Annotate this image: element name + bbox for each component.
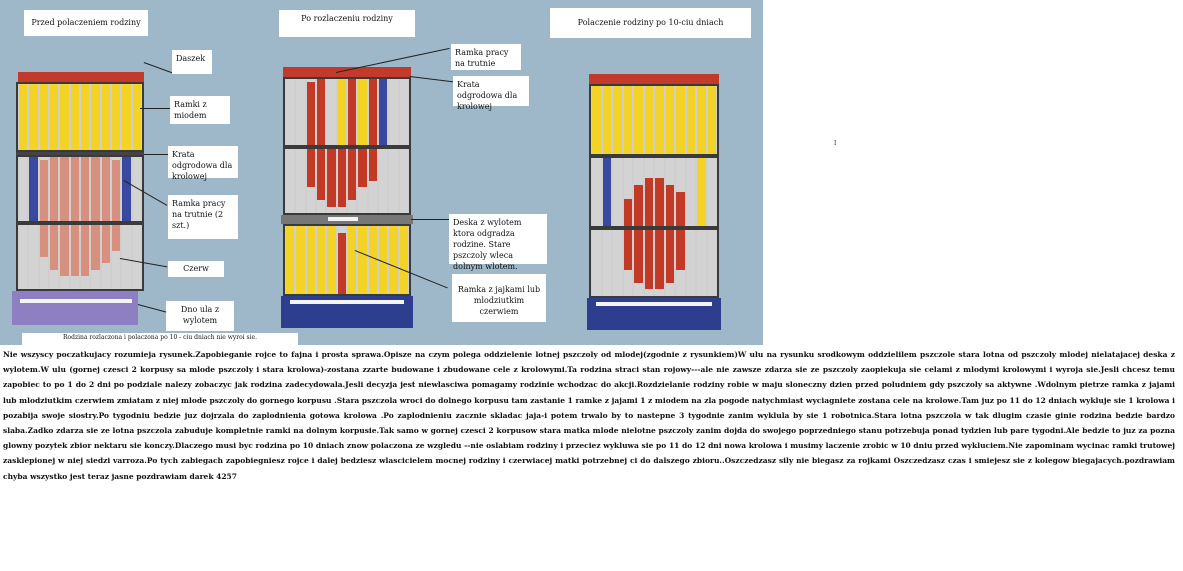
hive-frame	[389, 79, 397, 145]
hive-frame	[676, 86, 685, 154]
frame-brood-patch	[634, 230, 643, 283]
hive-frame	[645, 86, 654, 154]
leader-excluder-left	[144, 154, 170, 155]
leader-honey	[140, 108, 172, 109]
hive-right-brood-box-upper	[589, 156, 719, 228]
label-bottom: Dno ula z wylotem	[166, 301, 234, 331]
frame-brood-patch	[112, 225, 120, 251]
hive-frame	[19, 84, 27, 150]
hive-frame	[687, 158, 696, 226]
hive-before-brood-box-lower	[16, 223, 144, 291]
frame-brood-patch	[624, 199, 633, 226]
hive-frame	[613, 86, 622, 154]
label-egg-frame: Ramka z jajkami lub mlodziutkim czerwiem	[452, 274, 546, 322]
hive-frame	[655, 86, 664, 154]
hive-frame	[102, 84, 110, 150]
hive-frame	[81, 84, 89, 150]
hive-mid-entrance	[290, 300, 404, 304]
hive-frame	[592, 86, 601, 154]
frame-brood-patch	[91, 157, 99, 221]
frame-brood-patch	[71, 225, 79, 276]
frame-brood-patch	[317, 79, 325, 145]
frame-brood-patch	[112, 160, 120, 221]
hive-frame	[708, 158, 717, 226]
hive-before-entrance	[20, 299, 132, 303]
frame-brood-patch	[348, 149, 356, 200]
label-queen-excluder-left: Krata odgrodowa dla krolowej	[168, 146, 238, 178]
hive-diagram-photo	[0, 0, 763, 345]
stray-mark: I	[834, 140, 837, 147]
frame-brood-patch	[102, 225, 110, 263]
frame-brood-patch	[40, 225, 48, 257]
hive-frame	[307, 226, 315, 294]
hive-frame	[327, 79, 335, 145]
frame-brood-patch	[50, 225, 58, 270]
frame-brood-patch	[676, 192, 685, 226]
title-after-split: Po rozlaczeniu rodziny	[279, 10, 415, 37]
label-queen-excluder-mid: Krata odgrodowa dla krolowej	[453, 76, 529, 106]
hive-frame	[687, 86, 696, 154]
hive-frame	[338, 79, 346, 145]
frame-brood-patch	[71, 157, 79, 221]
frame-brood-patch	[338, 149, 346, 207]
frame-brood-patch	[348, 79, 356, 145]
frame-brood-patch	[317, 149, 325, 200]
article-text: Nie wszyscy poczatkujacy rozumieja rysunek.Zapobieganie rojce to fajna i prosta sprawa.Opisze na czym polega oddzielenie lotnej pszczoly od mlodej(zgodnie z rysunkiem)W ulu na rysunku srodkowym oddzielilem pszczole stara lotna od pszczoly mlodej nielatajacej deska z wylotem.W ulu (gornej czesci 2 korpusy sa mlode pszczoly i stara krolowa)-zostana zzarte budowane i zbudowane cele z krolowymi.Ta rodzina straci stan rojowy---ale nie zawsze zdarza sie ze pszczoly zaopiekuja sie celami z mlodymi krolowymi i wyroja sie.Jesli chcesz temu zapobiec to po 1 do 2 dni po podziale nalezy zobaczyc jak rodzina zadecydowala.Jesli decyzja jest niewlasciwa pomagamy rodzinie wchodzac do akcji.Rozdzielanie rodziny robie w maju sloneczny dzien przed poludniem gdy pszczoly sa aktywne .Wdolnym pietrze ramka z jajami lub mlodziutkim czerwiem zmiatam z niej mlode pszczoly do gornego korpusu .Stara pszczola wroci do dolnego korpusu tam zastanie 1 ramke z jajami 1 z miodem na zla pogode natychmiast wyciagniete zostana cele na krolowe.Tam juz po 11 do 12 dniach wykluje sie 1 krolowa i pozabija swoje siostry.Po tygodniu bedzie juz dojrzala do zaplodnienia gotowa krolowa .Po zaplodnieniu zacznie skladac jaja-i potem trwalo by to nastepne 3 tygodnie zanim wyklula by sie 1 robotnica.Stara lotna pszczola w tak dlugim czasie ginie rodzina bedzie bardzo slaba.Zadko zdarza sie ze lotna pszczola zabuduje kompletnie ramki na dolnym korpusie.Tak samo w gornej czesci 2 korpusow stara matka mlode nielotne pszczoly zanim dojda do swojego poprzedniego stanu potrzebuja ponad tydzien lub pare tygodni.Ale bedzie to juz za pozna glowny pozytek zbior nektaru sie konczy.Dlaczego musi byc rodzina po 10 dniach znow polaczona ze wzgledu --nie oslabiam rodziny i przeciez wykluwa sie po 11 do 12 dni nowa krolowa i musimy laczenie zrobic w 10 dniu przed wykluciem.Nie zapominam wycinac ramki trutowej zasklepionej w niej siedzi varroza.Po tych zabiegach zapobiegniesz rojce i dalej bedziesz wlascicielem mocnej rodziny i czerwiacej matki potrzebnej ci do dalszego zbioru..Oszczedzasz sily nie biegasz za rojkami Oszczedzasz czas i smiejesz sie z kolegow biegajacych.pozdrawiam chyba wszystko jest teraz jasne pozdrawiam darek 4257	[3, 350, 1175, 481]
frame-brood-patch	[102, 157, 110, 221]
hive-mid-middle-box	[283, 147, 411, 215]
hive-frame	[19, 157, 27, 221]
frame-brood-patch	[307, 82, 315, 145]
frame-brood-patch	[666, 185, 675, 226]
hive-frame	[133, 84, 141, 150]
hive-frame	[286, 79, 294, 145]
frame-brood-patch	[634, 185, 643, 226]
hive-before-brood-box-upper	[16, 155, 144, 223]
hive-frame	[697, 86, 706, 154]
hive-frame	[708, 230, 717, 296]
hive-frame	[348, 226, 356, 294]
frame-brood-patch	[666, 230, 675, 283]
hive-frame	[112, 84, 120, 150]
hive-before-honey-box	[16, 82, 144, 152]
hive-frame	[286, 226, 294, 294]
hive-frame	[592, 230, 601, 296]
hive-frame	[697, 230, 706, 296]
hive-right-honey-box	[589, 84, 719, 156]
frame-brood-patch	[358, 149, 366, 187]
hive-frame	[400, 79, 408, 145]
hive-frame	[624, 86, 633, 154]
hive-frame	[603, 158, 612, 226]
hive-frame	[389, 226, 397, 294]
title-merged: Polaczenie rodziny po 10-ciu dniach	[550, 8, 751, 38]
hive-frame	[327, 226, 335, 294]
frame-brood-patch	[645, 178, 654, 226]
label-honey-frames: Ramki z miodem	[170, 96, 230, 124]
hive-right-roof	[589, 74, 719, 84]
leader-excluder-mid	[410, 76, 454, 82]
leader-bottom	[138, 304, 167, 313]
hive-frame	[697, 158, 706, 226]
hive-frame	[296, 226, 304, 294]
hive-frame	[122, 84, 130, 150]
hive-frame	[400, 226, 408, 294]
hive-frame	[317, 226, 325, 294]
hive-frame	[296, 79, 304, 145]
hive-frame	[389, 149, 397, 213]
leader-roof	[144, 62, 173, 73]
hive-mid-board-entrance	[328, 217, 358, 221]
hive-frame	[122, 225, 130, 289]
hive-frame	[358, 226, 366, 294]
hive-frame	[634, 86, 643, 154]
hive-right-brood-box-lower	[589, 228, 719, 298]
frame-brood-patch	[327, 149, 335, 207]
hive-frame	[613, 158, 622, 226]
frame-brood-patch	[369, 79, 377, 145]
hive-frame	[358, 79, 366, 145]
hive-frame	[133, 225, 141, 289]
hive-frame	[708, 86, 717, 154]
hive-frame	[50, 84, 58, 150]
frame-brood-patch	[676, 230, 685, 270]
hive-frame	[19, 225, 27, 289]
figure-caption: Rodzina rozlaczona i polaczona po 10 - ciu dniach nie wyroi sie.	[22, 333, 298, 345]
frame-brood-patch	[307, 149, 315, 187]
hive-frame	[29, 84, 37, 150]
hive-frame	[369, 226, 377, 294]
frame-brood-patch	[91, 225, 99, 270]
frame-brood-patch	[645, 230, 654, 289]
hive-frame	[296, 149, 304, 213]
frame-brood-patch	[81, 225, 89, 276]
hive-frame	[603, 86, 612, 154]
frame-brood-patch	[369, 149, 377, 181]
hive-frame	[71, 84, 79, 150]
label-drone-frame-left: Ramka pracy na trutnie (2 szt.)	[168, 195, 238, 239]
hive-frame	[666, 86, 675, 154]
hive-frame	[400, 149, 408, 213]
label-drone-frame-mid: Ramka pracy na trutnie	[451, 44, 521, 70]
hive-mid-lower-box	[283, 224, 411, 296]
hive-frame	[379, 149, 387, 213]
hive-right-entrance	[596, 302, 712, 306]
hive-frame	[91, 84, 99, 150]
frame-brood-patch	[40, 160, 48, 221]
hive-frame	[286, 149, 294, 213]
label-brood: Czerw	[168, 261, 224, 277]
frame-brood-patch	[60, 157, 68, 221]
hive-frame	[687, 230, 696, 296]
leader-board	[411, 219, 451, 220]
frame-brood-patch	[338, 233, 346, 294]
hive-frame	[40, 84, 48, 150]
title-before: Przed polaczeniem rodziny	[24, 10, 148, 36]
hive-frame	[379, 79, 387, 145]
hive-before-bottom	[12, 291, 138, 325]
frame-brood-patch	[624, 230, 633, 270]
hive-frame	[29, 157, 37, 221]
label-board: Deska z wylotem ktora odgradza rodzine. Stare pszczoly wleca dolnym wlotem.	[449, 214, 547, 264]
hive-frame	[29, 225, 37, 289]
frame-brood-patch	[50, 157, 58, 221]
frame-brood-patch	[655, 230, 664, 289]
hive-frame	[60, 84, 68, 150]
hive-mid-upper-box	[283, 77, 411, 147]
hive-before-roof	[18, 72, 144, 82]
frame-brood-patch	[81, 157, 89, 221]
hive-frame	[613, 230, 622, 296]
frame-brood-patch	[60, 225, 68, 276]
hive-frame	[603, 230, 612, 296]
hive-frame	[592, 158, 601, 226]
label-roof: Daszek	[172, 50, 212, 74]
hive-frame	[122, 157, 130, 221]
frame-brood-patch	[655, 178, 664, 226]
